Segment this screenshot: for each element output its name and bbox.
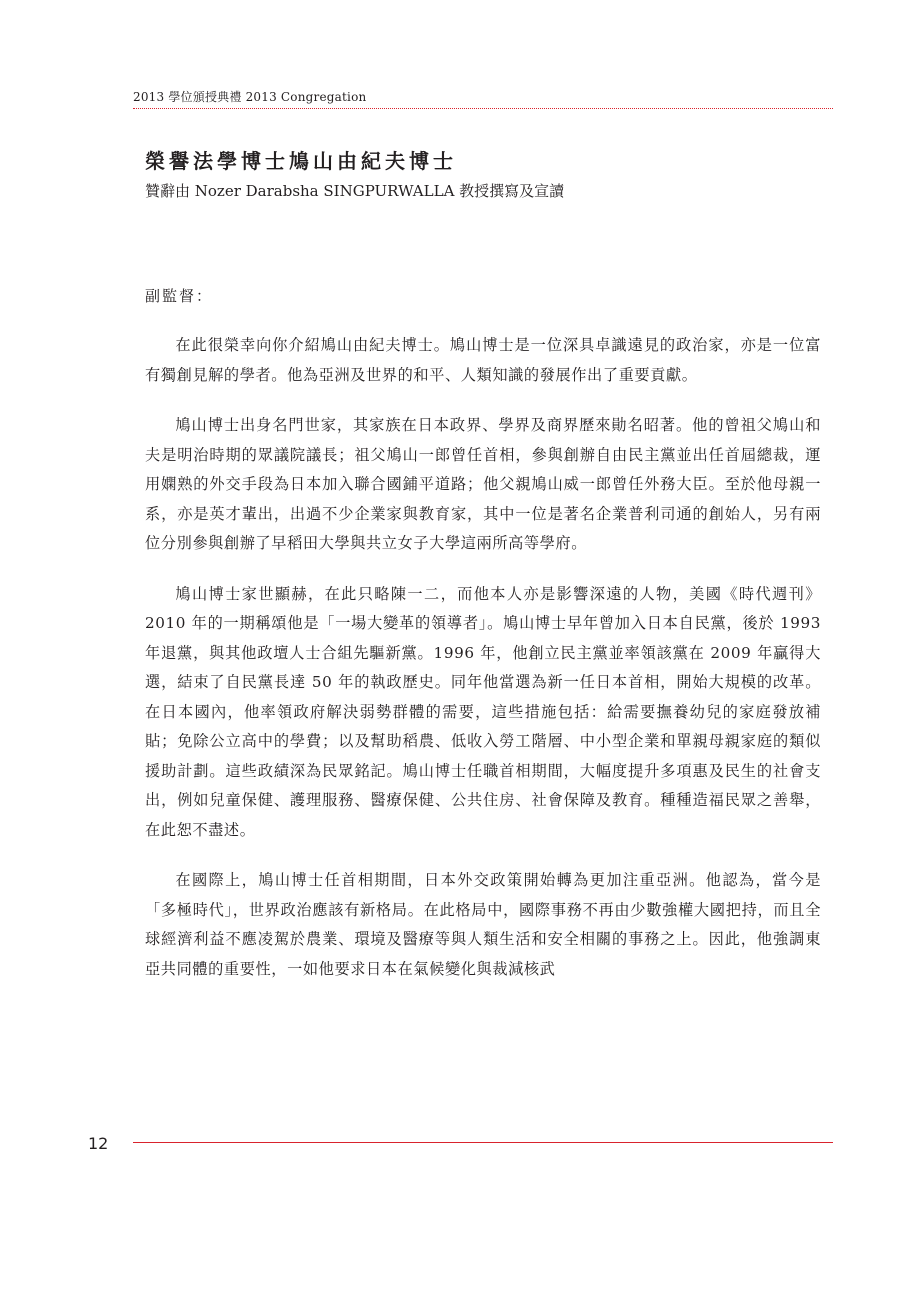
page-title: 榮譽法學博士鳩山由紀夫博士 [145, 149, 457, 173]
running-header: 2013 學位頒授典禮 2013 Congregation [133, 90, 367, 104]
header-divider [133, 108, 833, 109]
paragraph: 鳩山博士出身名門世家，其家族在日本政界、學界及商界歷來勛名昭著。他的曾祖父鳩山和夫是明治時期的眾議院議長；祖父鳩山一郎曾任首相，參與創辦自由民主黨並出任首屆總裁，運用嫻熟的外交手段為日本加入聯合國鋪平道路；他父親鳩山威一郎曾任外務大臣。至於他母親一系，亦是英才輩出，出過不少企業家與教育家，其中一位是著名企業普利司通的創始人，另有兩位分別參與創辦了早稻田大學與共立女子大學這兩所高等學府。 [145, 416, 821, 552]
salutation: 副監督： [145, 287, 214, 305]
footer-divider [133, 1142, 833, 1143]
byline: 贊辭由 Nozer Darabsha SINGPURWALLA 教授撰寫及宣讀 [145, 182, 565, 200]
paragraph: 鳩山博士家世顯赫，在此只略陳一二，而他本人亦是影響深遠的人物，美國《時代週刊》2010 年的一期稱頌他是「一場大變革的領導者」。鳩山博士早年曾加入日本自民黨，後於 1993 年退黨，與其他政壇人士合組先驅新黨。1996 年，他創立民主黨並率領該黨在 2009 年贏得大選，結束了自民黨長達 50 年的執政歷史。同年他當選為新一任日本首相，開始大規模的改革。在日本國內，他率領政府解決弱勢群體的需要，這些措施包括：給需要撫養幼兒的家庭發放補貼；免除公立高中的學費；以及幫助稻農、低收入勞工階層、中小型企業和單親母親家庭的類似援助計劃。這些政績深為民眾銘記。鳩山博士任職首相期間，大幅度提升多項惠及民生的社會支出，例如兒童保健、護理服務、醫療保健、公共住房、社會保障及教育。種種造福民眾之善舉，在此恕不盡述。 [145, 584, 821, 839]
paragraph: 在國際上，鳩山博士任首相期間，日本外交政策開始轉為更加注重亞洲。他認為，當今是「多極時代」，世界政治應該有新格局。在此格局中，國際事務不再由少數強權大國把持，而且全球經濟利益不應凌駕於農業、環境及醫療等與人類生活和安全相關的事務之上。因此，他強調東亞共同體的重要性，一如他要求日本在氣候變化與裁減核武 [145, 871, 821, 978]
body-text [145, 331, 821, 1005]
paragraph: 在此很榮幸向你介紹鳩山由紀夫博士。鳩山博士是一位深具卓識遠見的政治家，亦是一位富有獨創見解的學者。他為亞洲及世界的和平、人類知識的發展作出了重要貢獻。 [145, 336, 821, 384]
page-number: 12 [88, 1134, 109, 1153]
